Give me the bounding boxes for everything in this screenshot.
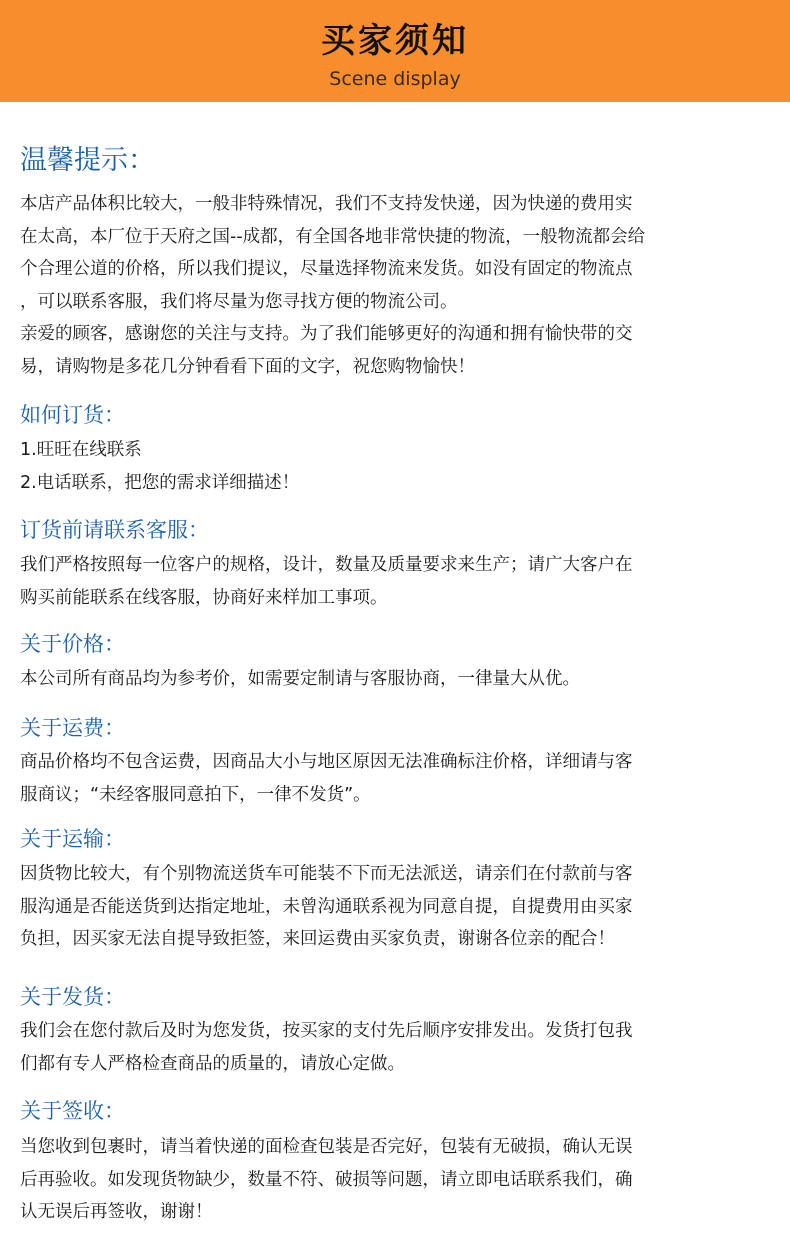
text-line: 个合理公道的价格，所以我们提议，尽量选择物流来发货。如没有固定的物流点 bbox=[20, 259, 633, 279]
banner-subtitle: Scene display bbox=[329, 68, 461, 90]
section-heading-contact: 订货前请联系客服： bbox=[20, 518, 209, 542]
text-line: ，可以联系客服，我们将尽量为您寻找方便的物流公司。 bbox=[20, 291, 458, 312]
text-line: 们都有专人严格检查商品的质量的，请放心定做。 bbox=[20, 1053, 405, 1074]
section-body-delivery bbox=[20, 1015, 772, 1080]
text-line: 当您收到包裹时，请当着快递的面检查包装是否完好，包装有无破损，确认无误 bbox=[20, 1137, 633, 1157]
text-line: 因货物比较大，有个别物流送货车可能装不下而无法派送，请亲们在付款前与客 bbox=[20, 864, 633, 884]
section-heading-receipt: 关于签收： bbox=[20, 1099, 125, 1123]
text-line: 认无误后再签收，谢谢！ bbox=[20, 1202, 213, 1222]
text-line: 我们严格按照每一位客户的规格，设计，数量及质量要求来生产；请广大客户在 bbox=[20, 555, 633, 575]
text-line: 本公司所有商品均为参考价，如需要定制请与客服协商，一律量大从优。 bbox=[20, 669, 580, 689]
section-body-price bbox=[20, 663, 772, 696]
text-line: 2.电话联系，把您的需求详细描述！ bbox=[20, 472, 300, 493]
section-body-ordering bbox=[20, 434, 772, 499]
text-line: 负担，因买家无法自提导致拒签，来回运费由买家负责，谢谢各位亲的配合！ bbox=[20, 929, 615, 949]
text-line: 服沟通是否能送货到达指定地址，未曾沟通联系视为同意自提，自提费用由买家 bbox=[20, 896, 633, 917]
section-heading-tips: 温馨提示： bbox=[20, 145, 155, 176]
text-line: 本店产品体积比较大，一般非特殊情况，我们不支持发快递，因为快递的费用实 bbox=[20, 194, 633, 214]
text-line: 我们会在您付款后及时为您发货，按买家的支付先后顺序安排发出。发货打包我 bbox=[20, 1021, 633, 1041]
text-line: 购买前能联系在线客服，协商好来样加工事项。 bbox=[20, 587, 388, 608]
section-heading-price: 关于价格： bbox=[20, 632, 125, 656]
section-heading-shipping-fee: 关于运费： bbox=[20, 716, 125, 740]
section-heading-delivery: 关于发货： bbox=[20, 985, 125, 1009]
text-line: 亲爱的顾客，感谢您的关注与支持。为了我们能够更好的沟通和拥有愉快带的交 bbox=[20, 324, 633, 344]
text-line: 商品价格均不包含运费，因商品大小与地区原因无法准确标注价格，详细请与客 bbox=[20, 752, 633, 772]
header-banner bbox=[0, 0, 790, 102]
section-body-shipping-fee bbox=[20, 746, 772, 811]
text-line: 易，请购物是多花几分钟看看下面的文字，祝您购物愉快！ bbox=[20, 356, 475, 377]
text-line: 服商议；“未经客服同意拍下，一律不发货”。 bbox=[20, 784, 371, 805]
text-line: 后再验收。如发现货物缺少，数量不符、破损等问题，请立即电话联系我们，确 bbox=[20, 1169, 633, 1190]
text-line: 1.旺旺在线联系 bbox=[20, 440, 142, 460]
section-body-tips bbox=[20, 188, 772, 383]
text-line: 在太高，本厂位于天府之国--成都，有全国各地非常快捷的物流，一般物流都会给 bbox=[20, 226, 646, 247]
section-heading-transport: 关于运输： bbox=[20, 827, 125, 851]
section-body-receipt bbox=[20, 1131, 772, 1229]
section-body-transport bbox=[20, 858, 772, 956]
section-heading-ordering: 如何订货： bbox=[20, 403, 125, 427]
section-body-contact bbox=[20, 549, 772, 614]
banner-title: 买家须知 bbox=[321, 21, 469, 61]
